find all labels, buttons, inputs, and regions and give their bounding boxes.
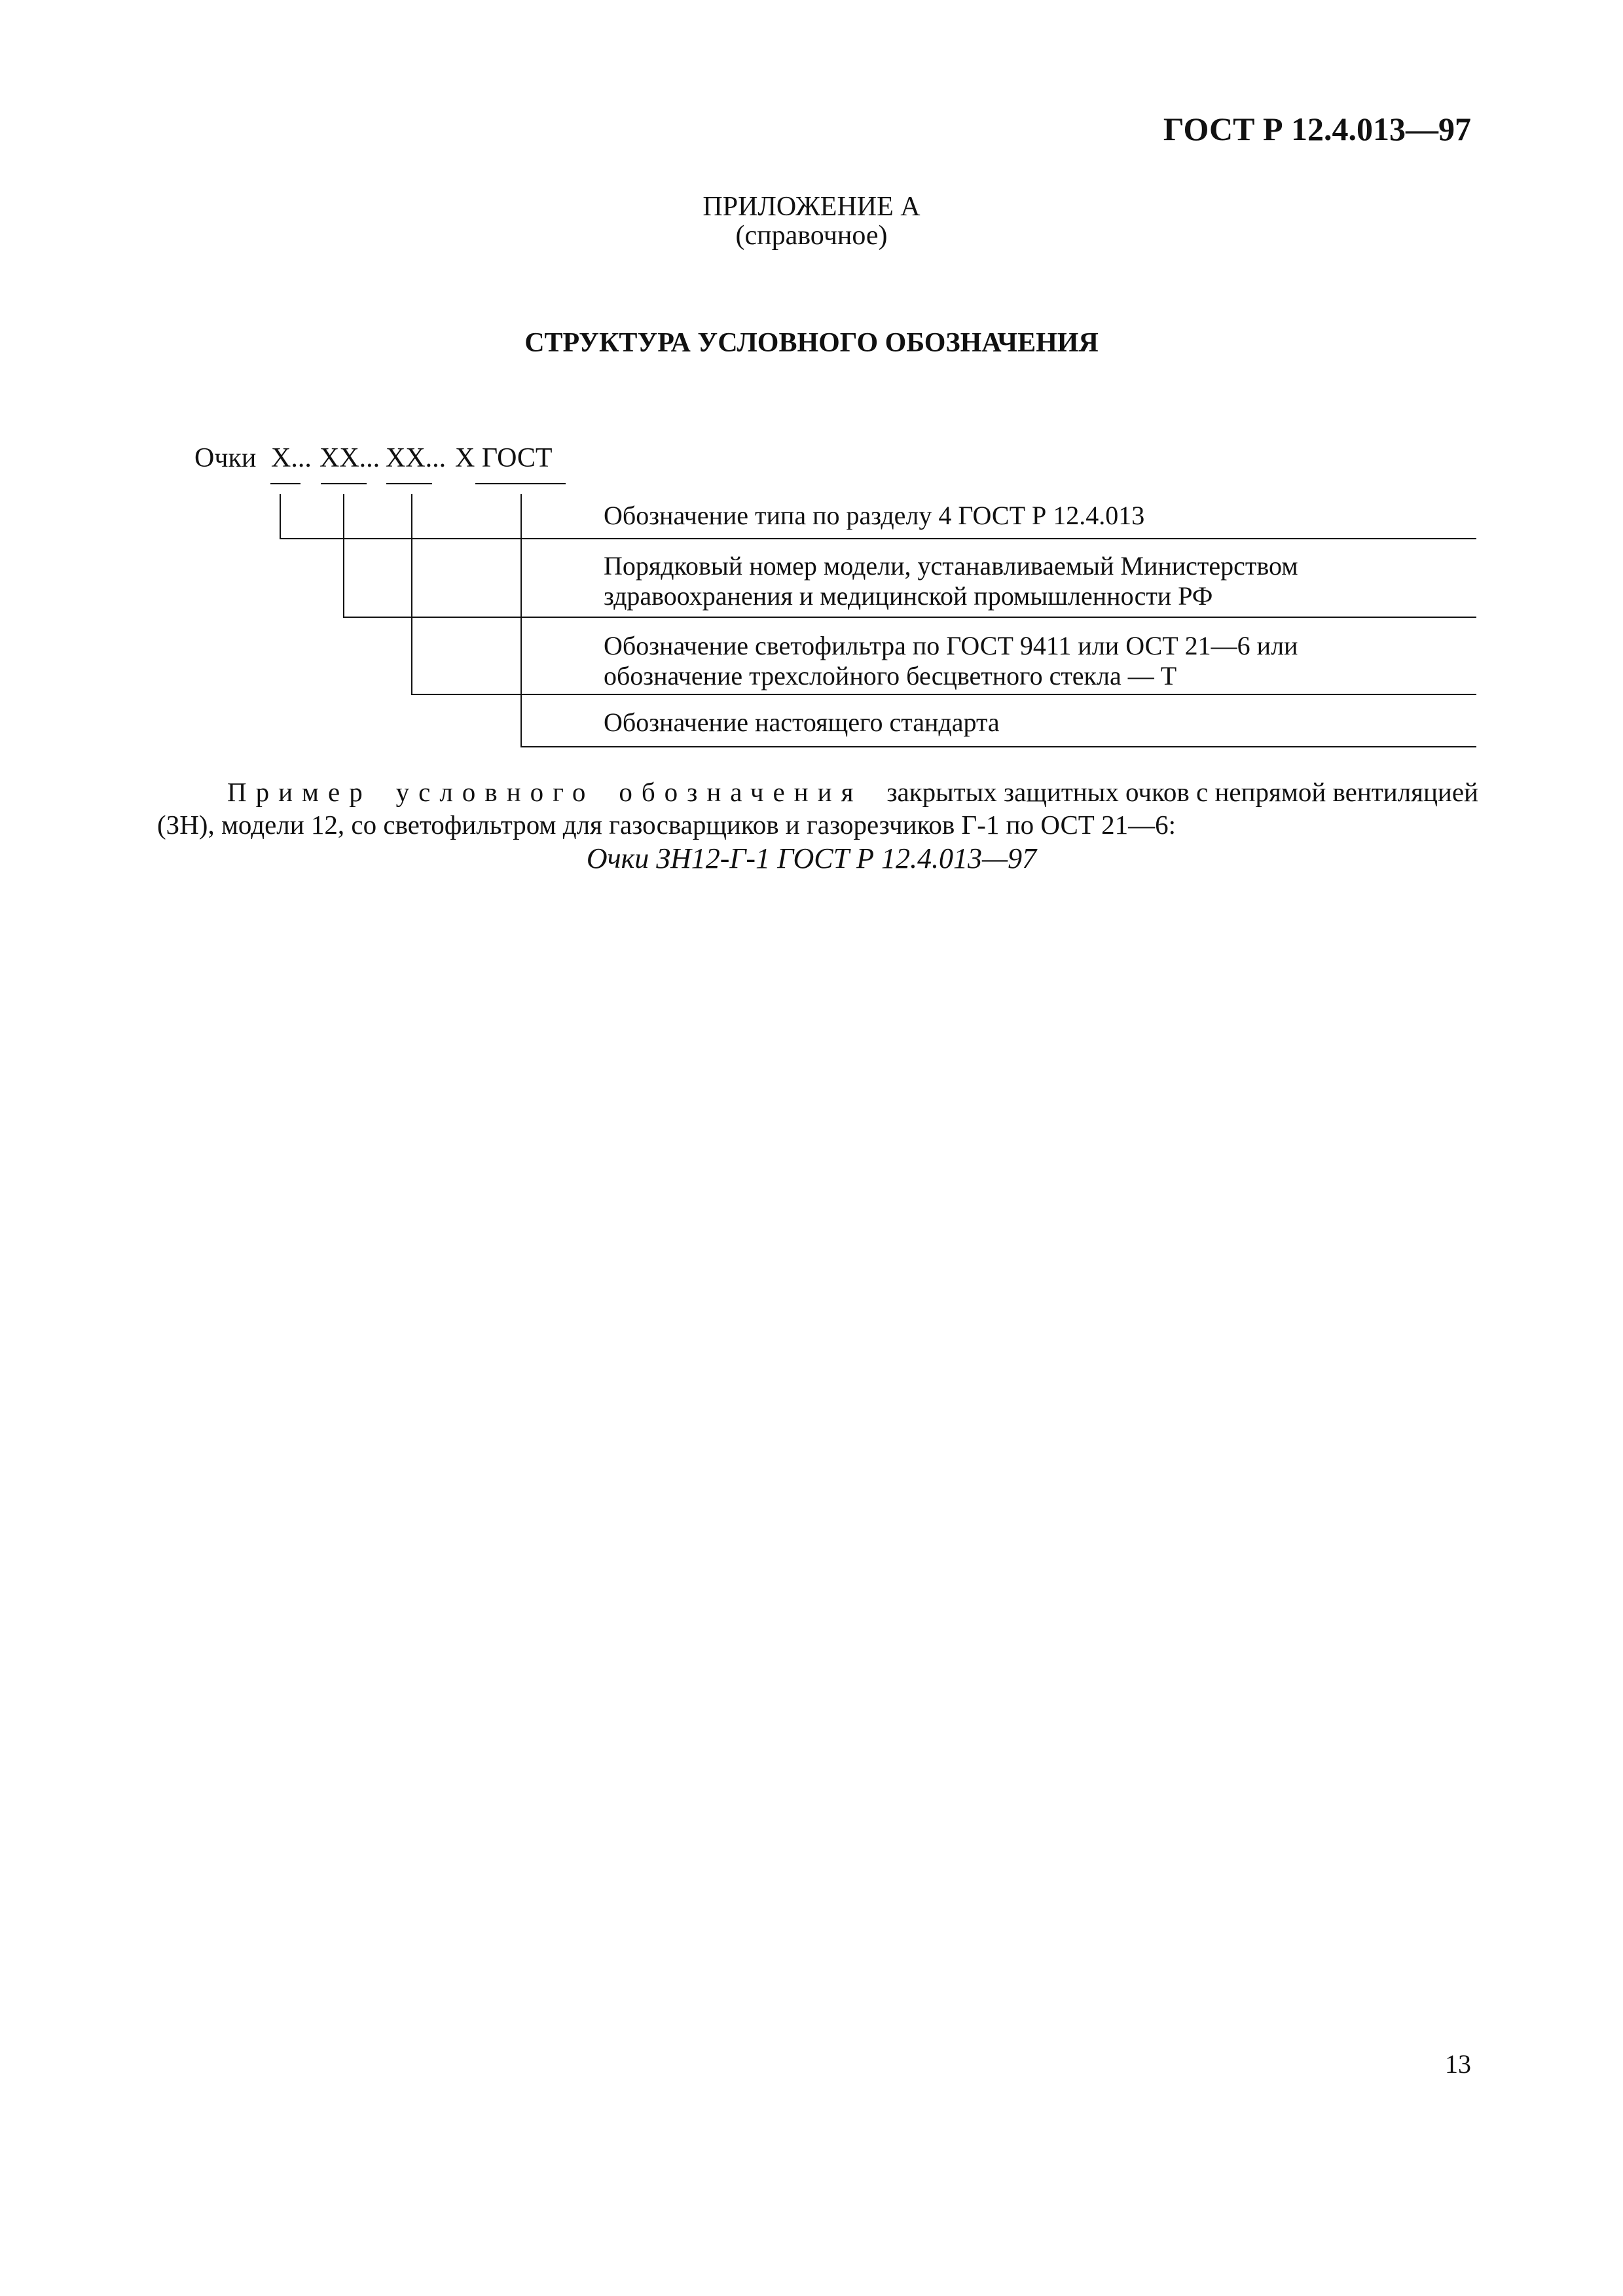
bracket-vertical-2 xyxy=(343,494,344,617)
bracket-horizontal-4 xyxy=(520,746,1476,747)
bracket-horizontal-2 xyxy=(343,617,1476,618)
underline-filter xyxy=(386,483,432,484)
example-text-continued: (ЗН), модели 12, со светофильтром для газосварщиков и газорезчиков Г-1 по ОСТ 21—6: xyxy=(157,810,1176,840)
document-code: ГОСТ Р 12.4.013—97 xyxy=(1163,111,1471,147)
underline-standard xyxy=(475,483,566,484)
bracket-vertical-1 xyxy=(280,494,281,538)
example-label-word: обозначения xyxy=(619,777,863,807)
description-filter: Обозначение светофильтра по ГОСТ 9411 или ОСТ 21—6 или обозначение трехслойного бесцветного стекла — Т xyxy=(604,631,1298,691)
underline-type xyxy=(270,483,301,484)
bracket-vertical-3 xyxy=(411,494,412,694)
bracket-horizontal-1 xyxy=(280,538,1476,539)
description-type: Обозначение типа по разделу 4 ГОСТ Р 12.4.013 xyxy=(604,501,1145,530)
formula-part-standard: Х ГОСТ xyxy=(455,443,553,473)
section-title: СТРУКТУРА УСЛОВНОГО ОБОЗНАЧЕНИЯ xyxy=(524,328,1099,358)
formula-part-model: ХХ... xyxy=(319,443,380,473)
appendix-title: ПРИЛОЖЕНИЕ А xyxy=(702,192,921,222)
description-model-number: Порядковый номер модели, устанавливаемый Министерством здравоохранения и медицинской промышленности РФ xyxy=(604,551,1298,611)
example-text: закрытых защитных очков с непрямой вентиляцией xyxy=(886,777,1478,807)
bracket-vertical-4 xyxy=(520,494,522,746)
formula-part-filter: ХХ... xyxy=(386,443,447,473)
bracket-horizontal-3 xyxy=(411,694,1476,695)
example-label-word: Пример xyxy=(227,777,372,807)
example-designation: Очки ЗН12-Г-1 ГОСТ Р 12.4.013—97 xyxy=(586,842,1037,874)
formula-part-type: Х... xyxy=(271,443,312,473)
page-number: 13 xyxy=(1445,2049,1471,2079)
formula-prefix: Очки xyxy=(194,443,257,473)
example-label-word: условного xyxy=(395,777,595,807)
underline-model xyxy=(321,483,367,484)
description-standard: Обозначение настоящего стандарта xyxy=(604,708,1000,737)
example-paragraph xyxy=(157,776,1478,841)
appendix-subtitle: (справочное) xyxy=(735,221,888,251)
